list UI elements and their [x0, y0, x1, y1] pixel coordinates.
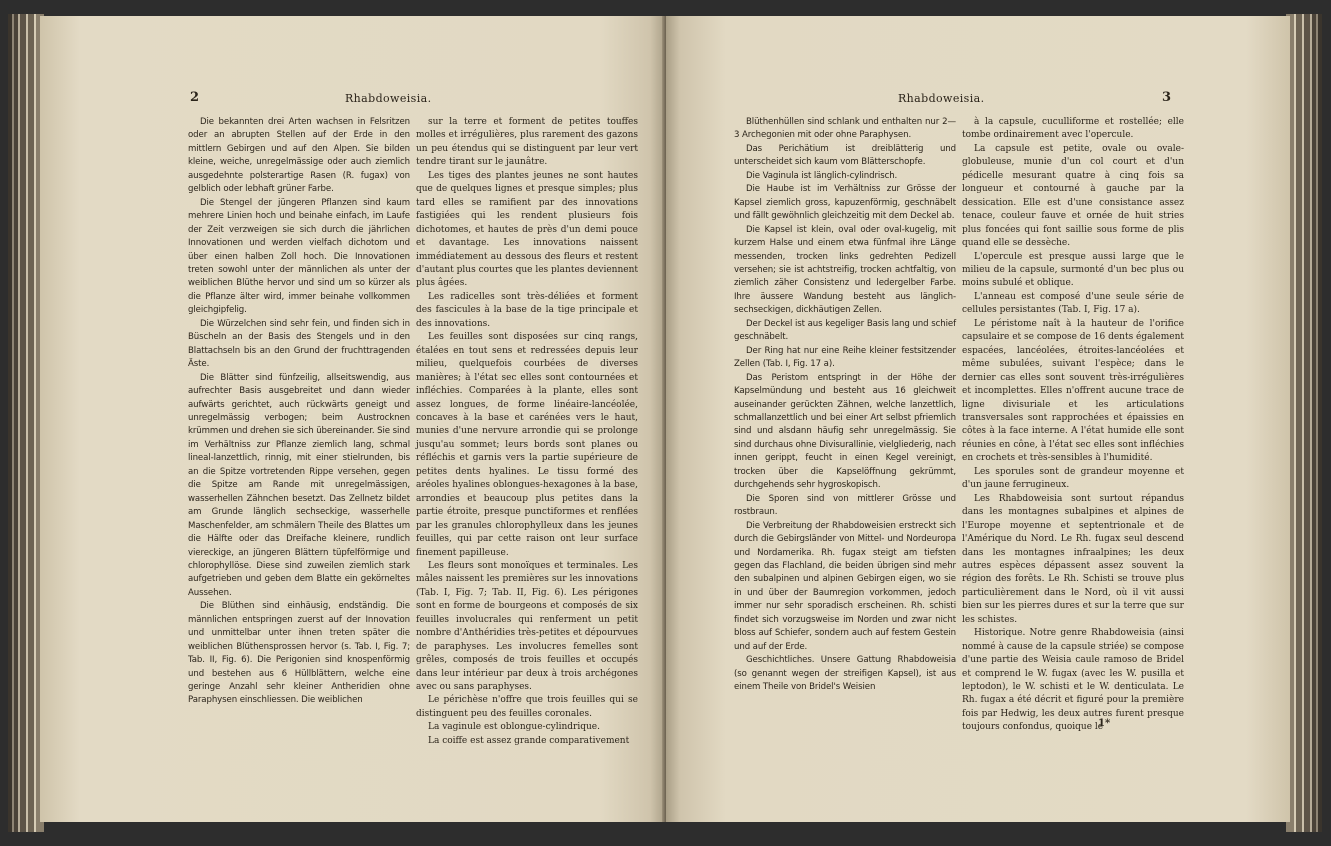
paragraph: Les Rhabdoweisia sont surtout répandus dans les montagnes subalpines et alpines de l'Europe moyenne et septentrionale et de l'Amérique du Nord. Le Rh. fugax seul descend dans les montagnes infraalpines; les deux autres espèces dépassent assez souvent la région des forêts. Le Rh. Schisti se trouve plus particulièrement dans le Nord, où il vit aussi bien sur les pierres dures et sur la terre que sur les schistes. [962, 493, 1184, 625]
german-column [188, 116, 410, 716]
paragraph: Die Verbreitung der Rhabdoweisien erstreckt sich durch die Gebirgsländer von Mittel- und Nordeuropa und Nordamerika. Rh. fugax steigt am tiefsten gegen das Flachland, die beiden übrigen sind mehr den subalpinen und alpinen Gebirgen eigen, wo sie in und über der Baumregion vorkommen, jedoch immer nur sehr sporadisch erscheinen. Rh. schisti findet sich vorzugsweise im Norden und zwar nicht bloss auf Schiefer, sondern auch auf festem Gestein und auf der Erde. [734, 520, 956, 652]
paragraph: Les sporules sont de grandeur moyenne et d'un jaune ferrugineux. [962, 466, 1184, 491]
paragraph: Les tiges des plantes jeunes ne sont hautes que de quelques lignes et presque simples; plus tard elles se ramifient par des innovations fastigiées qui les rendent plusieurs fois dichotomes, et hautes de près d'un demi pouce et davantage. Les innovations naissent immédiatement au dessous des fleurs et restent d'autant plus courtes que les plantes deviennent plus âgées. [416, 170, 638, 289]
paragraph: Die Stengel der jüngeren Pflanzen sind kaum mehrere Linien hoch und beinahe einfach, im Laufe der Zeit verzweigen sie sich durch die jährlichen Innovationen und werden vielfach dichotom und über einen halben Zoll hoch. Die Innovationen treten sowohl unter der männlichen als unter der weiblichen Blüthe hervor und sind um so kürzer als die Pflanze älter wird, immer beinahe vollkommen gleichgipfelig. [188, 197, 410, 316]
paragraph: Les radicelles sont très-déliées et forment des fascicules à la base de la tige principale et des innovations. [416, 291, 638, 329]
paragraph: Les feuilles sont disposées sur cinq rangs, étalées en tout sens et redressées depuis leur milieu, quelquefois courbées de diverses manières; à l'état sec elles sont contournées et infléchies. Comparées à la plante, elles sont assez longues, de forme linéaire-lancéolée, concaves à la base et carénées vers le haut, munies d'une nervure arrondie qui se prolonge jusqu'au sommet; leurs bords sont planes ou réfléchis et garnis vers la partie supérieure de petites dents hyalines. Le tissu formé des aréoles hyalines oblongues-hexagones à la base, arrondies et beaucoup plus petites dans la partie étroite, presque punctiformes et renflées par les granules chlorophylleux dans les jeunes feuilles, qui par cette raison ont leur surface finement papilleuse. [416, 332, 638, 558]
paragraph: Der Deckel ist aus kegeliger Basis lang und schief geschnäbelt. [734, 318, 956, 343]
paragraph: La vaginule est oblongue-cylindrique. [428, 722, 600, 733]
paragraph: Die Vaginula ist länglich-cylindrisch. [746, 170, 898, 181]
paragraph: Blüthenhüllen sind schlank und enthalten nur 2—3 Archegonien mit oder ohne Paraphysen. [734, 117, 956, 141]
page-number: 3 [1162, 90, 1172, 105]
german-column [734, 116, 956, 716]
french-column [962, 116, 1184, 733]
paragraph: sur la terre et forment de petites touffes molles et irrégulières, plus rarement des gazons un peu étendus qui se distinguent par leur vert tendre tirant sur le jaunâtre. [416, 117, 638, 168]
paragraph: L'opercule est presque aussi large que le milieu de la capsule, surmonté d'un bec plus ou moins subulé et oblique. [962, 251, 1184, 289]
left-page-stack [8, 14, 44, 832]
paragraph: Les fleurs sont monoïques et terminales. Les mâles naissent les premières sur les innovations (Tab. I, Fig. 7; Tab. II, Fig. 6). Les périgones sont en forme de bourgeons et composés de six feuilles involucrales qui renferment un petit nombre d'Anthéridies très-petites et dépourvues de paraphyses. Les involucres femelles sont grêles, composés de trois feuilles et occupés dans leur intérieur par deux à trois archégones avec ou sans paraphyses. [416, 560, 638, 693]
paragraph: Die Blätter sind fünfzeilig, allseitswendig, aus aufrechter Basis ausgebreitet und dann wieder aufwärts gerichtet, auch rückwärts geneigt und unregelmässig verbogen; beim Austrocknen krümmen und drehen sie sich übereinander. Sie sind im Verhältniss zur Pflanze ziemlich lang, schmal lineal-lanzettlich, rinnig, mit einer stielrunden, bis an die Spitze vortretenden Rippe versehen, gegen die Spitze am Rande mit unregelmässigen, wasserhellen Zähnchen besetzt. Das Zellnetz bildet am Grunde länglich sechseckige, wasserhelle Maschenfelder, am schmälern Theile des Blattes um die Hälfte oder das Dreifache kleinere, rundlich viereckige, an jüngeren Blättern tüpfelförmige und chlorophyllöse. Diese sind zuweilen ziemlich stark aufgetrieben und geben dem Blatte ein gekörneltes Aussehen. [188, 372, 410, 598]
paragraph: Historique. Notre genre Rhabdoweisia (ainsi nommé à cause de la capsule striée) se compose d'une partie des Weisia caule ramoso de Bridel et comprend le W. fugax (avec les W. pusilla et leptodon), le W. schisti et le W. denticulata. Le Rh. fugax a été décrit et figuré pour la première fois par Hedwig, les deux autres furent presque toujours confondus, quoique le [962, 628, 1184, 733]
french-column [416, 116, 638, 746]
paragraph: Das Peristom entspringt in der Höhe der Kapselmündung und besteht aus 16 gleichweit auseinander gerückten Zähnen, welche lanzettlich, schmallanzettlich und bei einer Art selbst pfriemlich sind und alsdann häufig sehr unregelmässig. Sie sind durchaus ohne Divisurallinie, vielgliederig, nach innen gerippt, feucht in einen Kegel vereinigt, trocken über die Kapselöffnung gekrümmt, durchgehends sehr hygroskopisch. [734, 372, 956, 491]
right-page [666, 16, 1290, 822]
paragraph: La coiffe est assez grande comparativement [428, 735, 630, 746]
paragraph: Die bekannten drei Arten wachsen in Felsritzen oder an abrupten Stellen auf der Erde in den mittlern Gebirgen und auf den Alpen. Sie bilden kleine, weiche, unregelmässige oder auch ziemlich ausgedehnte polsterartige Rasen (R. fugax) von gelblich oder lebhaft grüner Farbe. [188, 117, 410, 195]
paragraph: Die Blüthen sind einhäusig, endständig. Die männlichen entspringen zuerst auf der Innovation und unmittelbar unter ihnen treten später die weiblichen Blüthensprossen hervor (s. Tab. I, Fig. 7; Tab. II, Fig. 6). Die Perigonien sind knospenförmig und bestehen aus 6 Hüllblättern, welche eine geringe Anzahl sehr kleiner Antheridien ohne Paraphysen einschliessen. Die weiblichen [188, 601, 410, 706]
paragraph: La capsule est petite, ovale ou ovale-globuleuse, munie d'un col court et d'un pédicelle mesurant quatre à cinq fois sa longueur et contourné à gauche par la dessication. Elle est d'une consistance assez tenace, couleur fauve et ornée de huit stries plus foncées qui font saillie sous forme de plis quand elle se dessèche. [962, 143, 1184, 249]
page-number: 2 [190, 90, 200, 105]
left-page [40, 16, 666, 822]
running-head: Rhabdoweisia. [898, 92, 985, 105]
paragraph: Das Perichätium ist dreiblätterig und unterscheidet sich kaum vom Blätterschopfe. [734, 143, 956, 168]
paragraph: Der Ring hat nur eine Reihe kleiner festsitzender Zellen (Tab. I, Fig. 17 a). [734, 345, 956, 370]
paragraph: à la capsule, cuculliforme et rostellée; elle tombe ordinairement avec l'opercule. [962, 117, 1184, 141]
paragraph: L'anneau est composé d'une seule série de cellules persistantes (Tab. I, Fig. 17 a). [962, 291, 1184, 316]
paragraph: Geschichtliches. Unsere Gattung Rhabdoweisia (so genannt wegen der streifigen Kapsel), ist aus einem Theile von Bridel's Weisien [734, 655, 956, 693]
paragraph: Die Haube ist im Verhältniss zur Grösse der Kapsel ziemlich gross, kapuzenförmig, geschnäbelt und fällt gewöhnlich gleichzeitig mit dem Deckel ab. [734, 184, 956, 222]
signature-mark: 1* [1098, 718, 1111, 729]
right-page-stack [1286, 14, 1322, 832]
paragraph: Die Sporen sind von mittlerer Grösse und rostbraun. [734, 493, 956, 518]
paragraph: Le périchèse n'offre que trois feuilles qui se distinguent peu des feuilles coronales. [416, 695, 638, 719]
running-head: Rhabdoweisia. [345, 92, 432, 105]
paragraph: Le péristome naît à la hauteur de l'orifice capsulaire et se compose de 16 dents également espacées, lancéolées, étroites-lancéolées et même subulées, suivant l'espèce; dans le dernier cas elles sont souvent très-irrégulières et incomplettes. Elles n'offrent aucune trace de ligne divisuriale et les articulations transversales sont rapprochées et épaissies en côtes à la face interne. A l'état humide elle sont réunies en cône, à l'état sec elles sont infléchies en crochets et très-sensibles à l'humidité. [962, 318, 1184, 464]
paragraph: Die Würzelchen sind sehr fein, und finden sich in Büscheln an der Basis des Stengels und in den Blattachseln bis an den Grund der fruchttragenden Äste. [188, 318, 410, 370]
paragraph: Die Kapsel ist klein, oval oder oval-kugelig, mit kurzem Halse und einem etwa fünfmal ihre Länge messenden, trocken links gedrehten Pedizell versehen; sie ist achtstreifig, trocken achtfaltig, von ziemlich zäher Consistenz und ledergelber Farbe. Ihre äussere Wandung besteht aus länglich-sechseckigen, dickhäutigen Zellen. [734, 224, 956, 316]
